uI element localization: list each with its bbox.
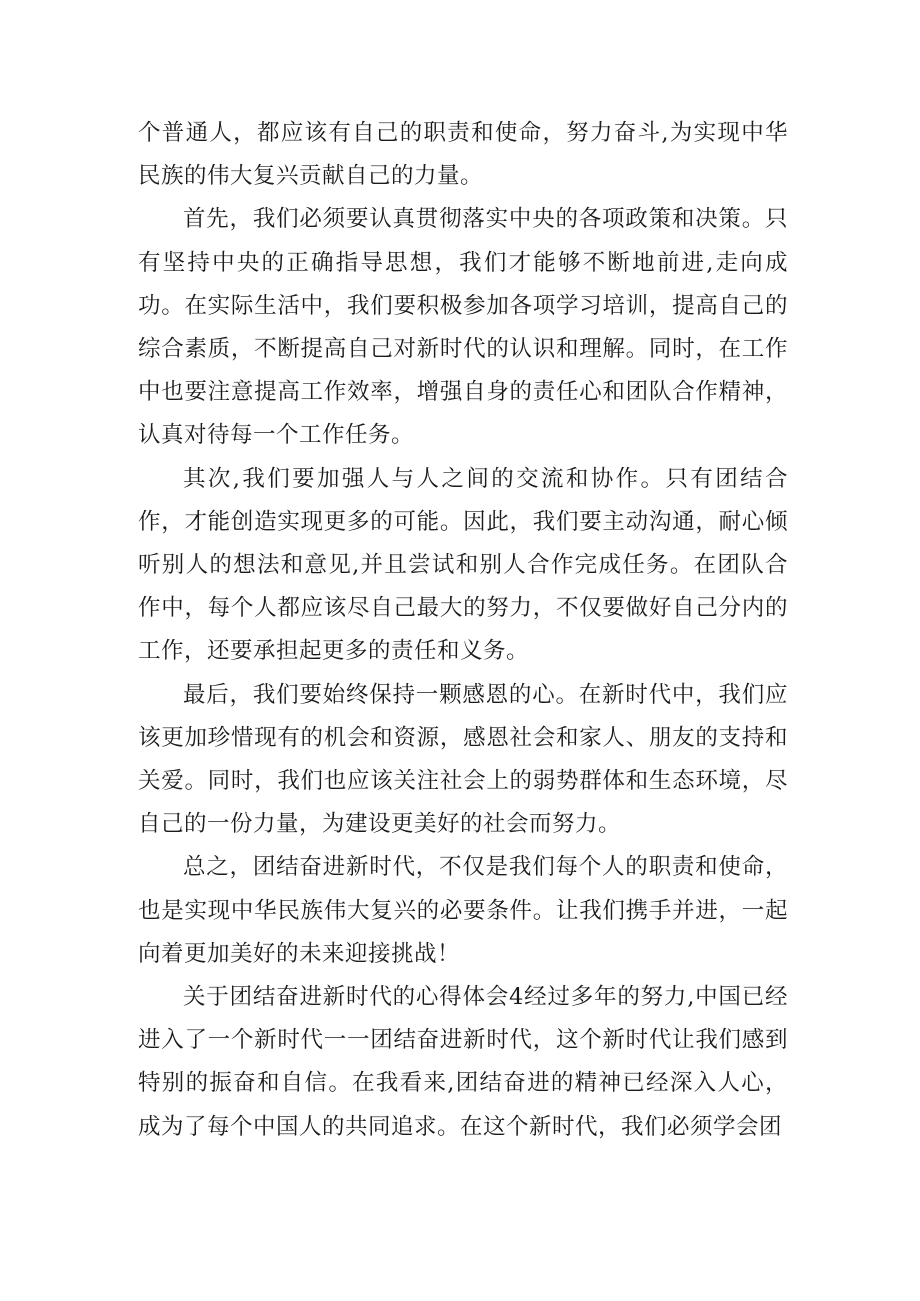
paragraph-summary: 总之，团结奋进新时代，不仅是我们每个人的职责和使命，也是实现中华民族伟大复兴的必要条件。让我们携手并进，一起向着更加美好的未来迎接挑战！ xyxy=(138,854,788,967)
paragraph-last: 最后，我们要始终保持一颗感恩的心。在新时代中，我们应该更加珍惜现有的机会和资源，感恩社会和家人、朋友的支持和关爱。同时，我们也应该关注社会上的弱势群体和生态环境，尽自己的一份力量，为建设更美好的社会而努力。 xyxy=(138,681,788,838)
paragraph-first: 首先，我们必须要认真贯彻落实中央的各项政策和决策。只有坚持中央的正确指导思想，我们才能够不断地前进,走向成功。在实际生活中，我们要积极参加各项学习培训，提高自己的综合素质，不断提高自己对新时代的认识和理解。同时，在工作中也要注意提高工作效率，增强自身的责任心和团队合作精神，认真对待每一个工作任务。 xyxy=(138,206,788,449)
paragraph-second: 其次,我们要加强人与人之间的交流和协作。只有团结合作，才能创造实现更多的可能。因此，我们要主动沟通，耐心倾听别人的想法和意见,并且尝试和别人合作完成任务。在团队合作中，每个人都应该尽自己最大的努力，不仅要做好自己分内的工作，还要承担起更多的责任和义务。 xyxy=(138,465,788,665)
document-body xyxy=(138,112,788,1149)
paragraph-continuation: 个普通人，都应该有自己的职责和使命，努力奋斗,为实现中华民族的伟大复兴贡献自己的力量。 xyxy=(138,120,788,190)
paragraph-essay-4: 关于团结奋进新时代的心得体会4经过多年的努力,中国已经进入了一个新时代一一团结奋进新时代，这个新时代让我们感到特别的振奋和自信。在我看来,团结奋进的精神已经深入人心，成为了每个中国人的共同追求。在这个新时代，我们必须学会团 xyxy=(138,984,788,1140)
